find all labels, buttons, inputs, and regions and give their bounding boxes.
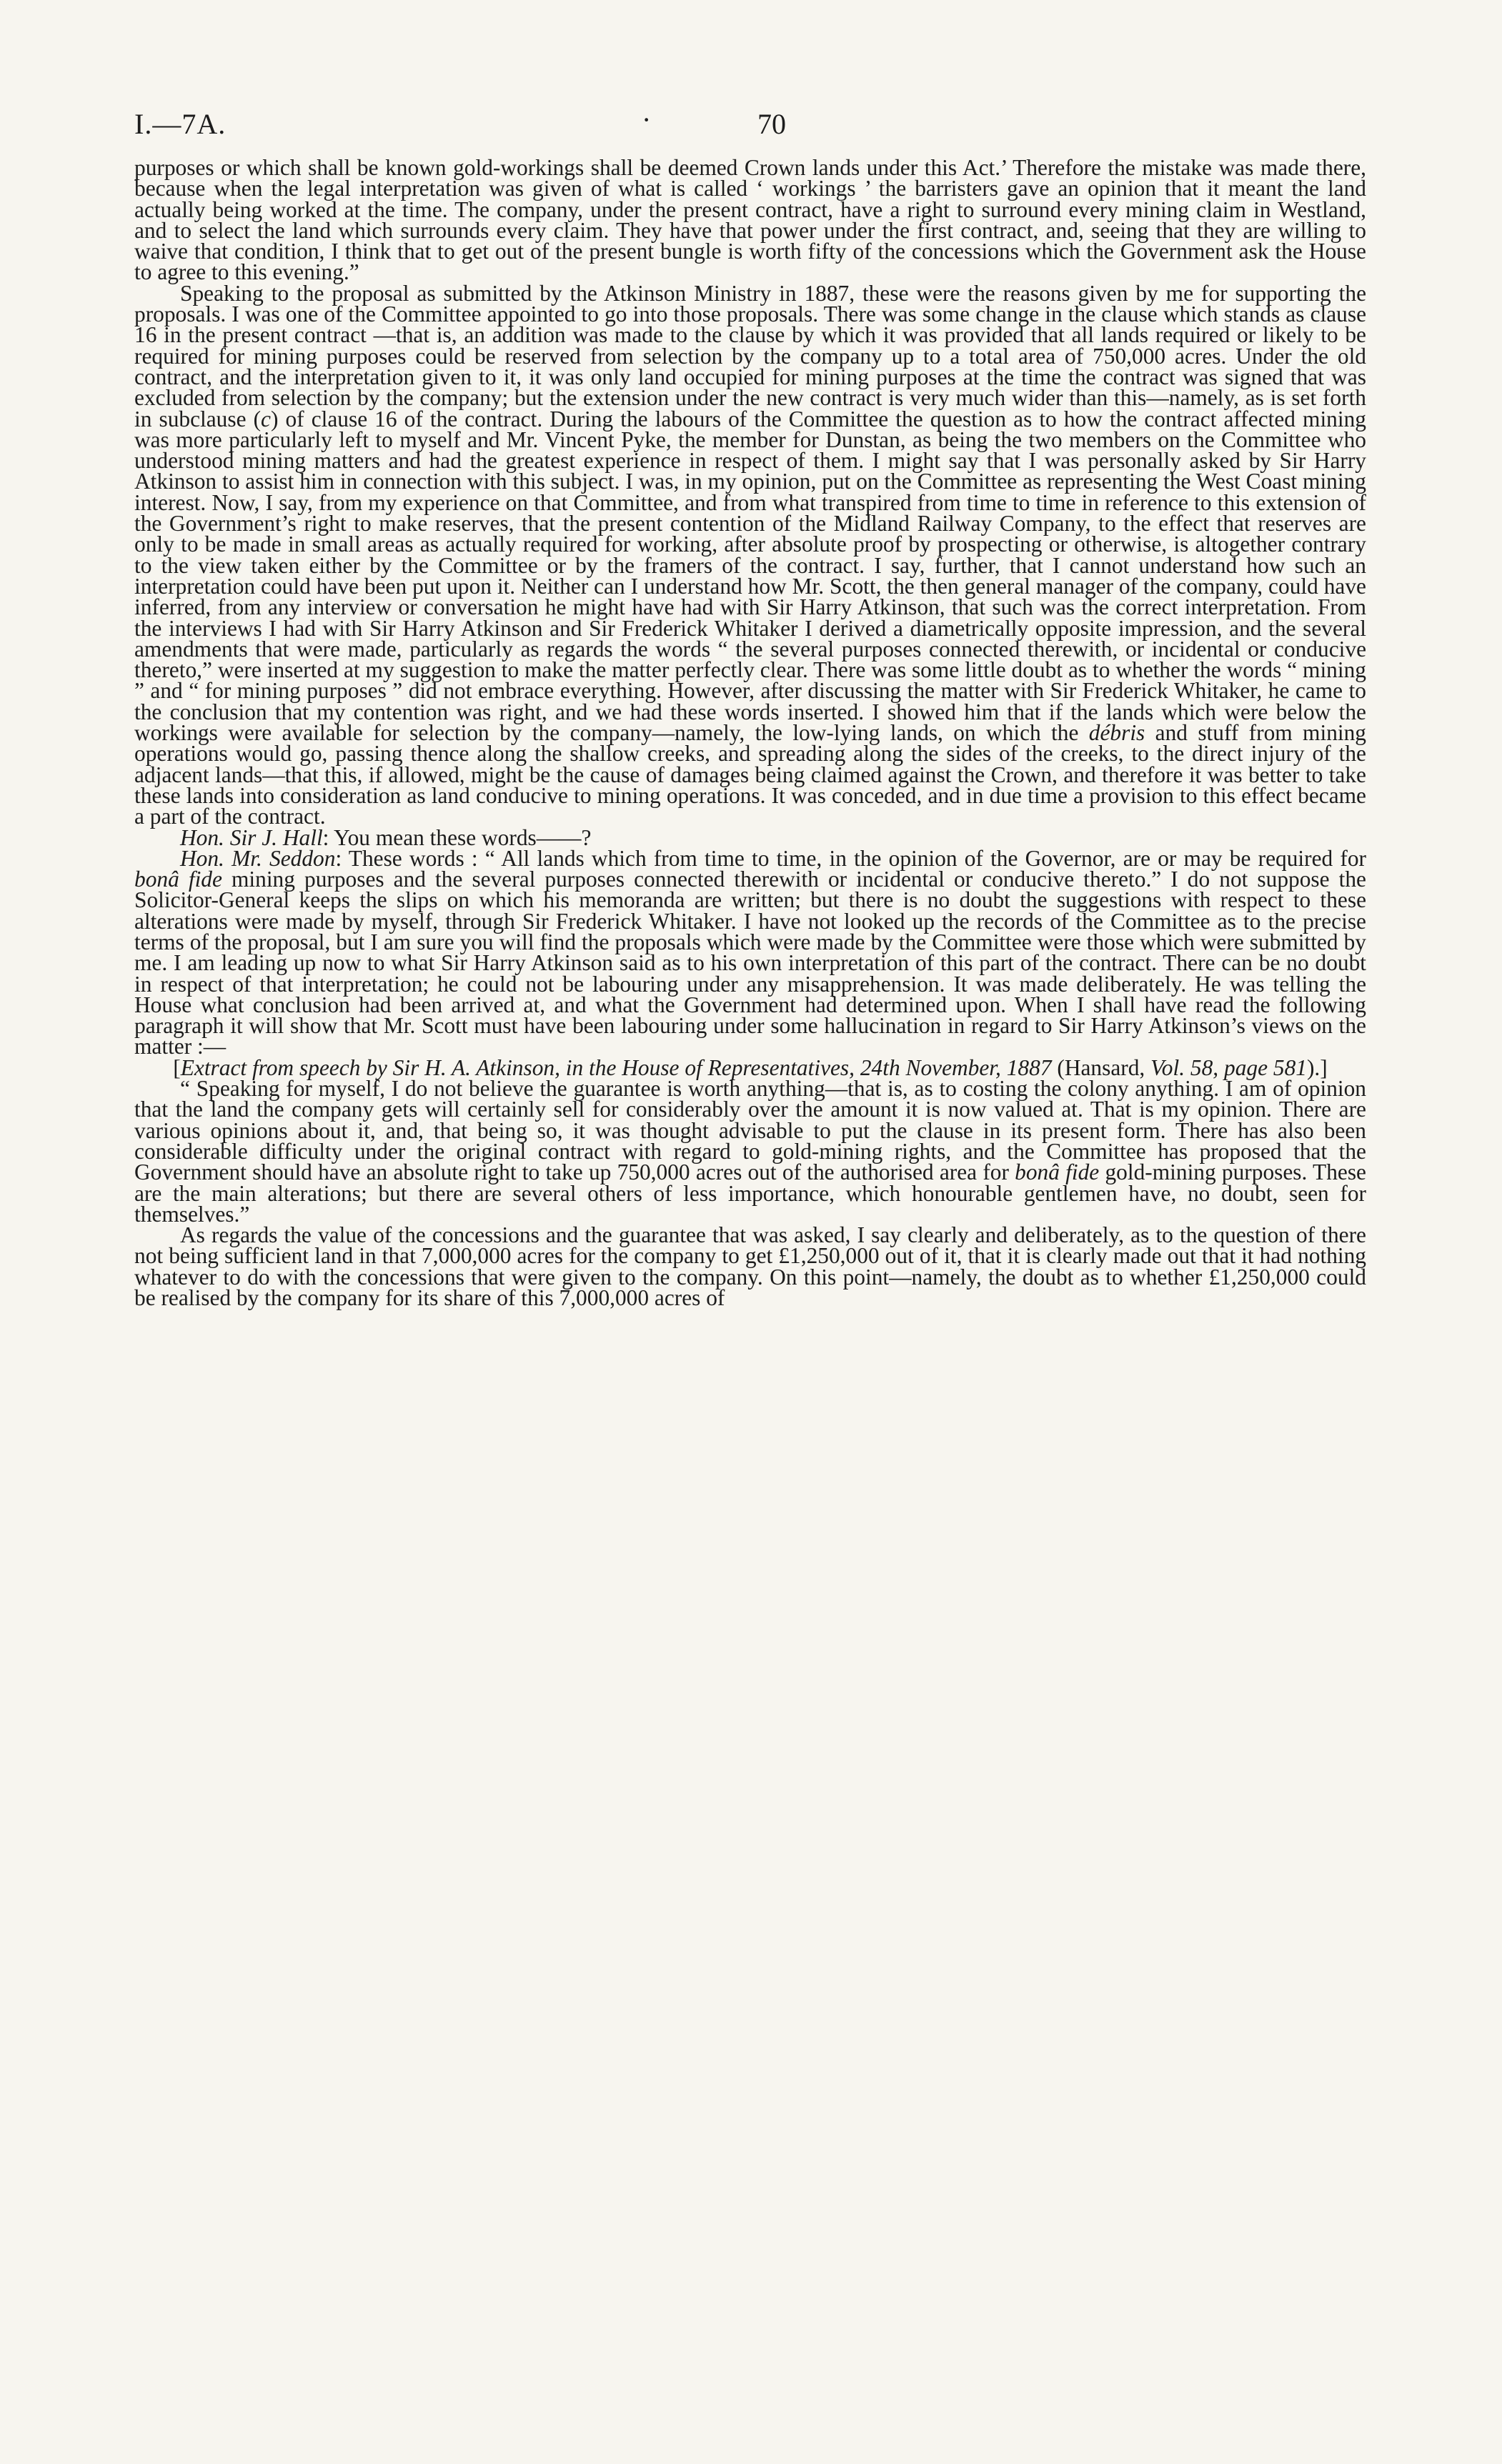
subclause-letter: c: [261, 406, 271, 432]
document-page: [134, 104, 1367, 1311]
paragraph-seddon-reply: [134, 845, 1366, 1059]
header-mark: ·: [642, 104, 652, 136]
hansard-label: (Hansard,: [1051, 1054, 1151, 1080]
text-run: ) of clause 16 of the contract. During the labours of the Committee the question as to how the contract affected mining was more particularly left to myself and Mr. Vincent Pyke, the member for Dunstan, as being the two members on the Committee who understood mining matters and had the greatest experience in respect of them. I might say that I was personally asked by Sir Harry Atkinson to assist him in connection with this subject. I was, in my opinion, put on the Committee as representing the West Coast mining interest. Now, I say, from my experience on that Committee, and from what transpired from time to time in reference to this extension of the Government’s right to make reserves, that the present contention of the Midland Railway Company, to the effect that reserves are only to be made in small areas as actually required for working, after absolute proof by prospecting or otherwise, is altogether contrary to the view taken either by the Committee or by the framers of the contract. I say, further, that I cannot understand how such an interpretation could have been put upon it. Neither can I understand how Mr. Scott, the then general manager of the company, could have inferred, from any interview or conversation he might have had with Sir Harry Atkinson, that such was the correct interpretation. From the interviews I had with Sir Harry Atkinson and Sir Frederick Whitaker I derived a diametrically opposite impression, and the several amendments that were made, particularly as regards the words “ the several purposes connected therewith, or incidental or conducive thereto,” were inserted at my suggestion to make the matter perfectly clear. There was some little doubt as to whether the words “ mining ” and “ for mining purposes ” did not embrace everything. However, after discussing the matter with Sir Frederick Whitaker, he came to the conclusion that my contention was right, and we had these words inserted. I showed him that if the lands which were below the workings were available for selection by the company—namely, the low-lying lands, on which the: [134, 406, 1366, 746]
speech-text: mining purposes and the several purposes connected therewith or incidental or conducive thereto.” I do not suppose the Solicitor-General keeps the slips on which his memoranda are written; but there is no doubt the suggestions with respect to these alterations were made by myself, through Sir Frederick Whitaker. I have not looked up the records of the Committee as to the precise terms of the proposal, but I am sure you will find the proposals which were made by the Committee were those which were submitted by me. I am leading up now to what Sir Harry Atkinson said as to his own interpretation of this part of the contract. There can be no doubt in respect of that interpretation; he could not be labouring under any misapprehension. It was made deliberately. He was telling the House what conclusion had been arrived at, and what the Government had determined upon. When I shall have read the following paragraph it will show that Mr. Scott must have been labouring under some hallucination in regard to Sir Harry Atkinson’s views on the matter :—: [134, 867, 1366, 1059]
speaker-name: Hon. Mr. Seddon: [180, 845, 336, 871]
speaker-name: Hon. Sir J. Hall: [180, 824, 323, 850]
bracket: ).]: [1306, 1054, 1328, 1080]
text-run: Speaking to the proposal as submitted by the Atkinson Ministry in 1887, these were the reasons given by me for supporting the proposals. I was one of the Committee appointed to go into those proposals. There was some change in the clause which stands as clause 16 in the present contract —that is, an addition was made to the clause by which it was provided that all lands required or likely to be required for mining purposes could be reserved from selection by the company up to a total area of 750,000 acres. Under the old contract, and the interpretation given to it, it was only land occupied for mining purposes at the time the contract was signed that was excluded from selection by the company; but the extension under the new contract is very much wider than this—namely, as is set forth in subclause (: [134, 280, 1366, 432]
speech-text: : These words : “ All lands which from time to time, in the opinion of the Governor, are or may be required for: [335, 845, 1366, 871]
hansard-reference: Vol. 58, page 581: [1150, 1054, 1307, 1080]
quoted-speech: [134, 1076, 1366, 1227]
bracket: [: [173, 1054, 181, 1080]
text-run: and stuff from mining operations would go, passing thence along the shallow creeks, and spreading along the sides of the creeks, to the direct injury of the adjacent lands—that this, if allowed, might be the cause of damages being claimed against the Crown, and therefore it was better to take these lands into consideration as land conducive to mining operations. It was conceded, and in due time a provision to this effect became a part of the contract.: [134, 720, 1367, 829]
paragraph-continuation: purposes or which shall be known gold-workings shall be deemed Crown lands under this Act.’ Therefore the mistake was made there, because when the legal interpretation was given of what is called ‘ workings ’ the barristers gave an opinion that it meant the land actually being worked at the time. The company, under the present contract, have a right to surround every mining claim in Westland, and to select the land which surrounds every claim. They have that power under the first contract, and, seeing that they are willing to waive that condition, I think that to get out of the present bungle is worth fifty of the concessions which the Government ask the House to agree to this evening.”: [134, 155, 1366, 285]
quote-text: “ Speaking for myself, I do not believe the guarantee is worth anything—that is, as to costing the colony anything. I am of opinion that the land the company gets will certainly sell for considerably over the amount it is now valued at. That is my opinion. There are various opinions about it, and, that being so, it was thought advisable to put the clause in its present form. There has also been considerable difficulty under the original contract with regard to gold-mining rights, and the Committee has proposed that the Government should have an absolute right to take up 750,000 acres out of the authorised area for: [134, 1076, 1366, 1185]
body-text: [134, 155, 1367, 1311]
debris-word: débris: [1088, 720, 1145, 746]
extract-title: Extract from speech by Sir H. A. Atkinson, in the House of Representatives, 24th November, 1887: [180, 1054, 1052, 1080]
paragraph-hall-interjection: [134, 824, 1366, 850]
quote-text: gold-mining purposes. These are the main alterations; but there are several others of less importance, which honourable gentlemen have, no doubt, seen for themselves.”: [134, 1159, 1366, 1227]
paragraph-value-of-concessions: As regards the value of the concessions and the guarantee that was asked, I say clearly and deliberately, as to the question of there not being sufficient land in that 7,000,000 acres for the company to get £1,250,000 out of it, that it is clearly made out that it had nothing whatever to do with the concessions that were given to the company. On this point—namely, the doubt as to whether £1,250,000 could be realised by the company for its share of this 7,000,000 acres of: [134, 1222, 1366, 1311]
paragraph-atkinson-proposal: [134, 280, 1367, 829]
extract-heading: [134, 1054, 1366, 1080]
latin-phrase: bonâ fide: [1015, 1159, 1100, 1185]
speech-text: : You mean these words——?: [322, 824, 592, 850]
latin-phrase: bonâ fide: [134, 867, 222, 892]
page-number: 70: [757, 108, 786, 140]
document-reference: I.—7A.: [134, 108, 227, 140]
page-header: [134, 104, 1366, 157]
